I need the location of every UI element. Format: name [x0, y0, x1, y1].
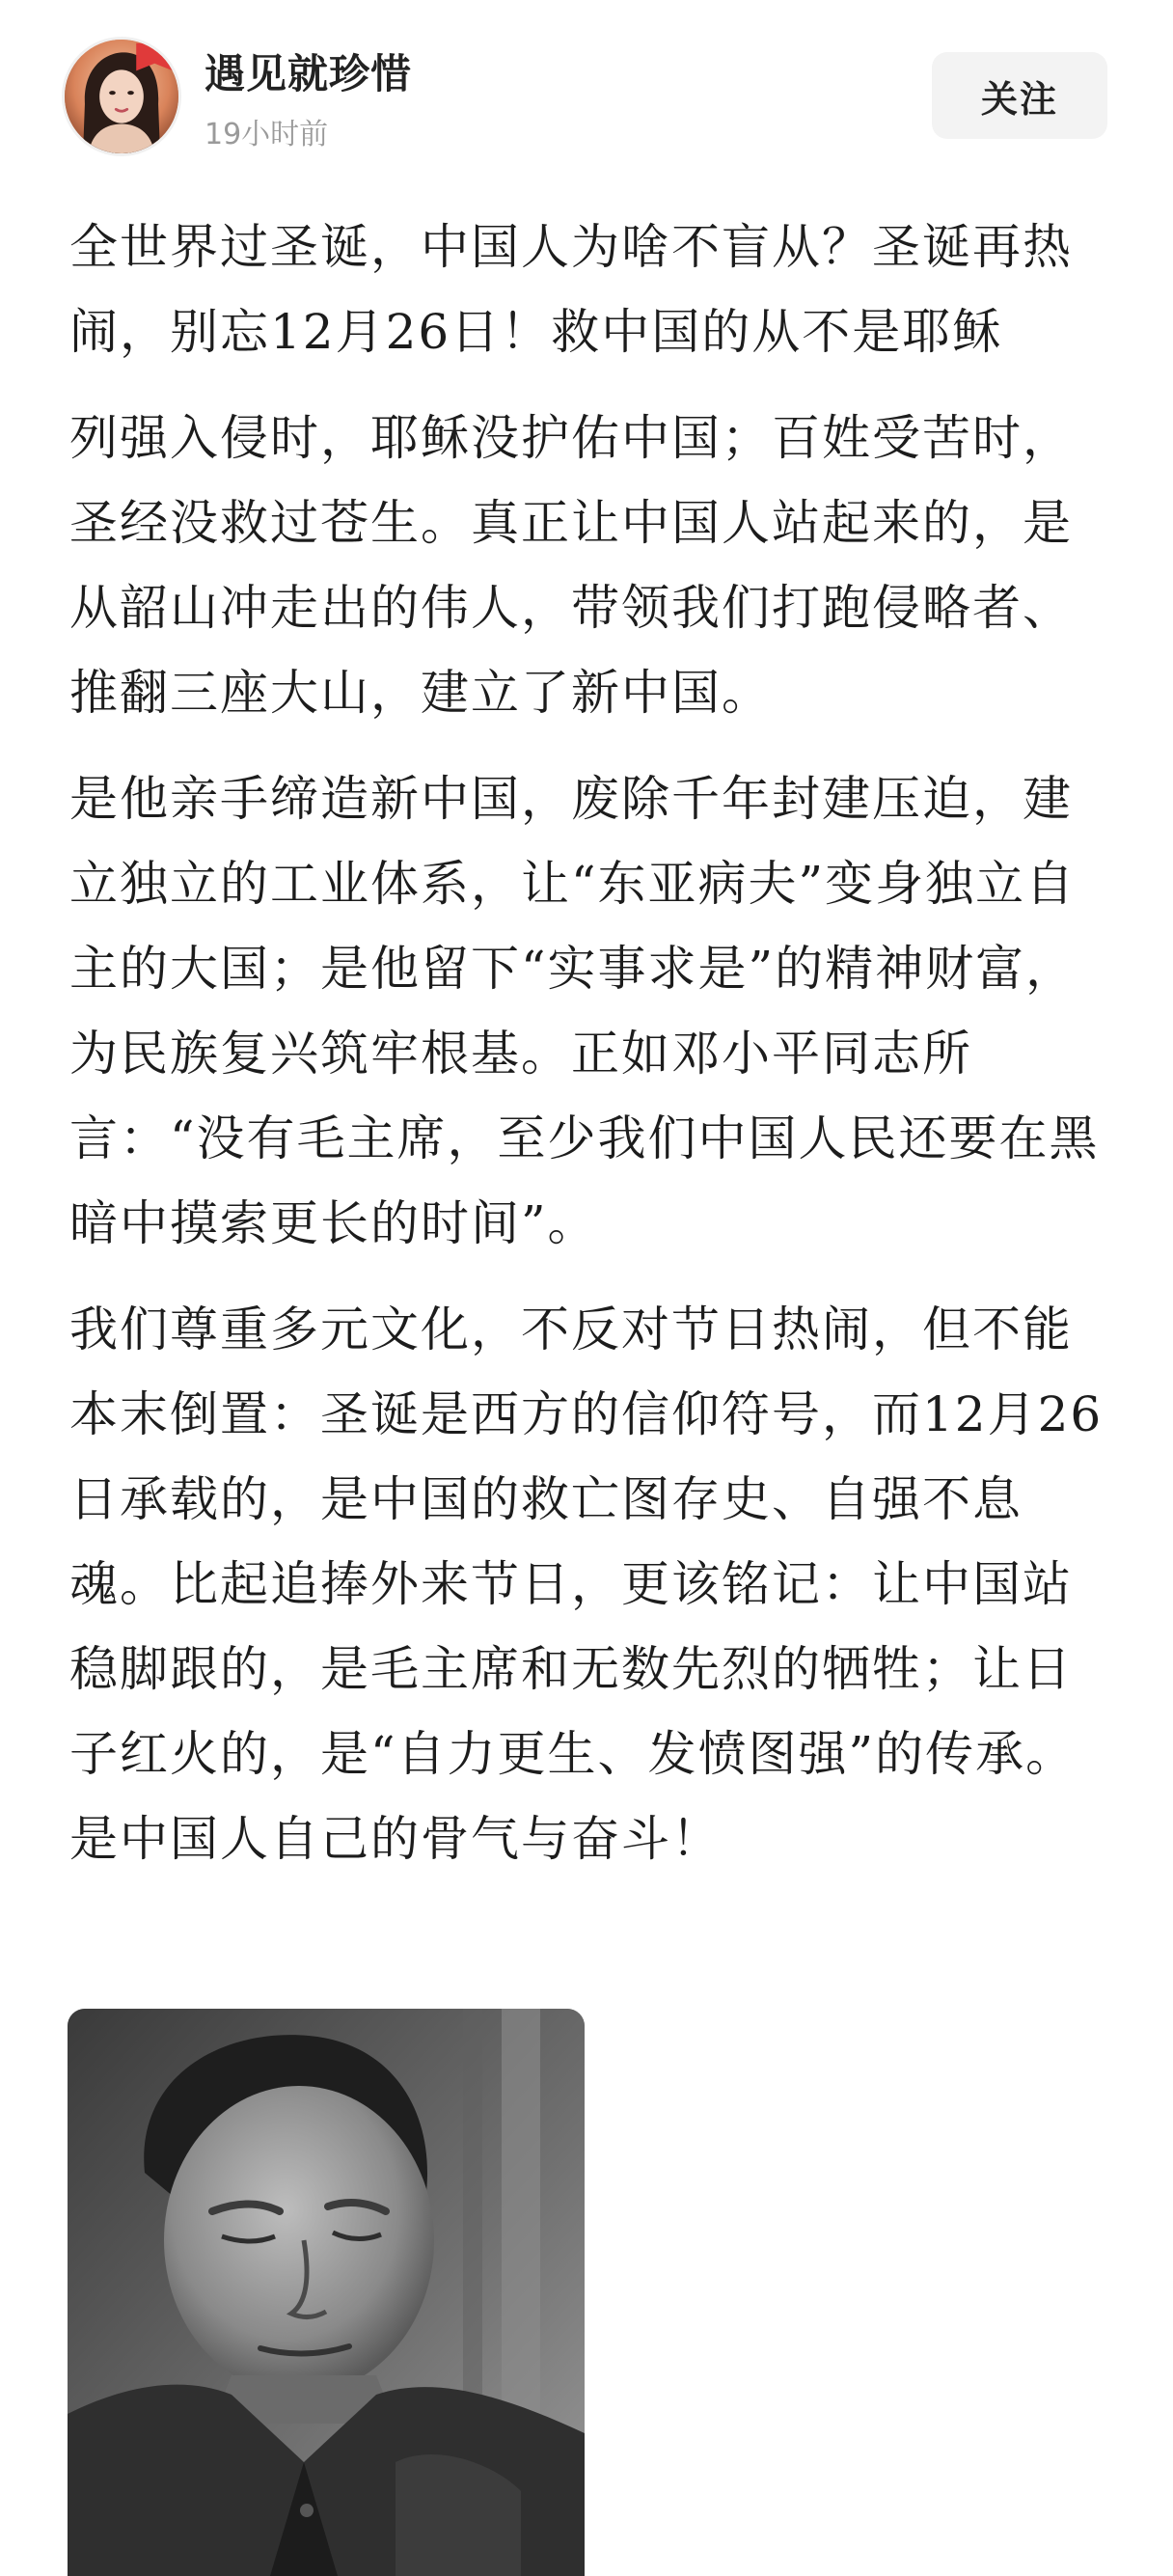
post-body [69, 205, 1121, 1881]
post-paragraph: 全世界过圣诞，中国人为啥不盲从？圣诞再热闹，别忘12月26日！救中国的从不是耶稣 [69, 219, 1073, 360]
post-timestamp: 19小时前 [205, 118, 329, 151]
post-paragraph: 是他亲手缔造新中国，废除千年封建压迫，建立独立的工业体系，让“东亚病夫”变身独立自主的大国；是他留下“实事求是”的精神财富，为民族复兴筑牢根基。正如邓小平同志所言：“没有毛主席，至少我们中国人民还要在黑暗中摸索更长的时间”。 [69, 771, 1100, 1251]
post-paragraph: 列强入侵时，耶稣没护佑中国；百姓受苦时，圣经没救过苍生。真正让中国人站起来的，是从韶山冲走出的伟人，带领我们打跑侵略者、推翻三座大山，建立了新中国。 [69, 410, 1073, 721]
post-photo[interactable] [68, 2009, 585, 2576]
avatar-image-icon [65, 40, 178, 153]
follow-button[interactable]: 关注 [932, 52, 1107, 139]
author-name[interactable]: 遇见就珍惜 [205, 50, 413, 97]
author-avatar[interactable] [62, 37, 181, 156]
portrait-photo-icon [68, 2009, 585, 2576]
post-paragraph: 我们尊重多元文化，不反对节日热闹，但不能本末倒置：圣诞是西方的信仰符号，而12月26日承载的，是中国的救亡图存史、自强不息魂。比起追捧外来节日，更该铭记：让中国站稳脚跟的，是毛主席和无数先烈的牺牲；让日子红火的，是“自力更生、发愤图强”的传承。是中国人自己的骨气与奋斗！ [69, 1302, 1104, 1867]
post-header [0, 0, 1173, 174]
